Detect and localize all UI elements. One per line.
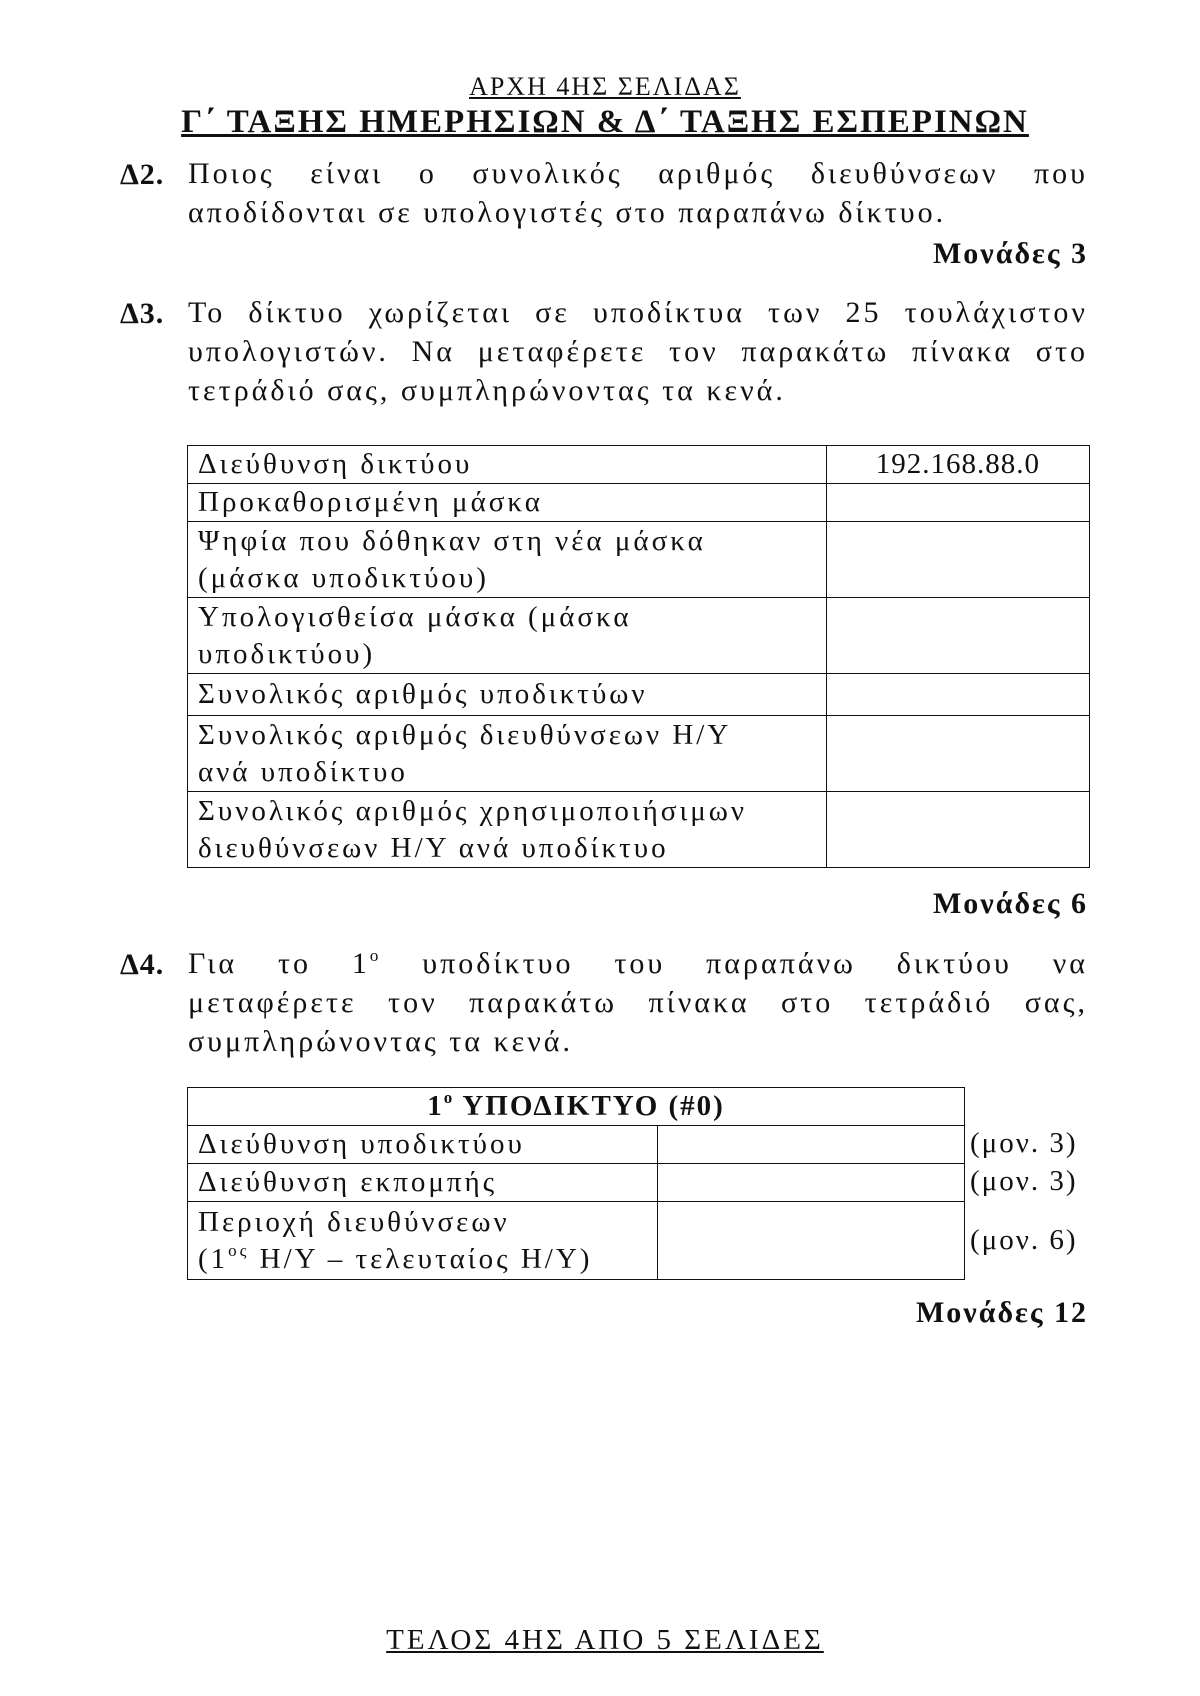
superscript: ο: [443, 1088, 455, 1107]
table-label: Διεύθυνση υποδικτύου: [188, 1126, 658, 1164]
question-d3-text: [188, 293, 1088, 410]
table-row: [188, 1202, 965, 1280]
table-row: [188, 484, 1090, 522]
row-mark: (μον. 3): [970, 1165, 1078, 1197]
page-end-footer: ΤΕΛΟΣ 4ΗΣ ΑΠΟ 5 ΣΕΛΙΔΕΣ: [386, 1624, 824, 1656]
table-label-line: Συνολικός αριθμός διευθύνσεων Η/Υ: [198, 718, 732, 751]
table-header-pre: 1: [427, 1090, 444, 1122]
d4-units: Μονάδες 12: [915, 1296, 1088, 1329]
superscript: ος: [228, 1240, 250, 1260]
table-label: [188, 1202, 658, 1280]
question-d4-line1-pre: Για το 1: [188, 947, 370, 980]
table-header-post: ΥΠΟΔΙΚΤΥΟ (#0): [454, 1090, 725, 1122]
table-label-line: ανά υποδίκτυο: [198, 755, 408, 788]
table-row: [188, 674, 1090, 716]
table-value: [826, 598, 1089, 674]
table-value: [826, 716, 1089, 792]
table-label: [188, 522, 827, 598]
table-value: [826, 792, 1089, 868]
question-d4-line: [188, 944, 1088, 983]
first-subnet-table: [187, 1087, 965, 1280]
table-row: [188, 1164, 965, 1202]
question-d3-number: Δ3.: [120, 297, 165, 330]
table-row: [188, 716, 1090, 792]
table-label: [188, 792, 827, 868]
question-d2-text: [188, 154, 1088, 232]
question-d2-number: Δ2.: [120, 158, 165, 191]
table-value: [658, 1164, 965, 1202]
table-row: [188, 598, 1090, 674]
table-label: Συνολικός αριθμός υποδικτύων: [188, 674, 827, 716]
question-d4-text: [188, 944, 1088, 1061]
superscript: ο: [369, 946, 382, 965]
table-label: Διεύθυνση δικτύου: [188, 446, 827, 484]
table-header-row: [188, 1088, 965, 1126]
table-label: Διεύθυνση εκπομπής: [188, 1164, 658, 1202]
table-value: [826, 484, 1089, 522]
table-header: [188, 1088, 965, 1126]
question-d4-line: συμπληρώνοντας τα κενά.: [188, 1025, 573, 1058]
table-value: [826, 674, 1089, 716]
table-label: [188, 598, 827, 674]
table-label-line2-post: Η/Υ – τελευταίος Η/Υ): [249, 1242, 593, 1275]
question-d2-line: αποδίδονται σε υπολογιστές στο παραπάνω δίκτυο.: [188, 196, 947, 229]
subnet-table: [187, 445, 1090, 868]
table-label-line: Υπολογισθείσα μάσκα (μάσκα: [198, 600, 632, 633]
table-row: [188, 792, 1090, 868]
question-d4-line1-post: υποδίκτυο του παραπάνω δικτύου να: [422, 947, 1088, 980]
table-label-line2-pre: (1: [198, 1242, 229, 1275]
d3-units: Μονάδες 6: [932, 887, 1088, 920]
table-row: [188, 1126, 965, 1164]
page-start-header: ΑΡΧΗ 4ΗΣ ΣΕΛΙΔΑΣ: [469, 72, 741, 101]
row-mark: (μον. 3): [970, 1127, 1078, 1159]
question-d4-number: Δ4.: [120, 948, 165, 981]
table-label: Προκαθορισμένη μάσκα: [188, 484, 827, 522]
table-value: [658, 1202, 965, 1280]
question-d3-line: Το δίκτυο χωρίζεται σε υποδίκτυα των 25 τουλάχιστον: [188, 296, 1088, 329]
table-value: [658, 1126, 965, 1164]
table-label-line: Περιοχή διευθύνσεων: [198, 1205, 510, 1238]
table-label-line: Συνολικός αριθμός χρησιμοποιήσιμων: [198, 794, 747, 827]
table-row: [188, 522, 1090, 598]
class-title: Γ΄ ΤΑΞΗΣ ΗΜΕΡΗΣΙΩΝ & Δ΄ ΤΑΞΗΣ ΕΣΠΕΡΙΝΩΝ: [181, 104, 1029, 140]
table-label-line: υποδικτύου): [198, 637, 376, 670]
question-d3-line: υπολογιστών. Να μεταφέρετε τον παρακάτω πίνακα στο: [188, 335, 1088, 368]
question-d4-line: μεταφέρετε τον παρακάτω πίνακα στο τετράδιό σας,: [188, 986, 1088, 1019]
table-value: [826, 522, 1089, 598]
table-label: [188, 716, 827, 792]
table-label-line: Ψηφία που δόθηκαν στη νέα μάσκα: [198, 524, 706, 557]
row-mark: (μον. 6): [970, 1224, 1078, 1256]
question-d3-line: τετράδιό σας, συμπληρώνοντας τα κενά.: [188, 374, 786, 407]
table-row: [188, 446, 1090, 484]
table-label-line: (μάσκα υποδικτύου): [198, 561, 489, 594]
table-label-line: διευθύνσεων Η/Υ ανά υποδίκτυο: [198, 831, 669, 864]
question-d2-line: Ποιος είναι ο συνολικός αριθμός διευθύνσεων που: [188, 157, 1088, 190]
table-value: 192.168.88.0: [826, 446, 1089, 484]
d2-units: Μονάδες 3: [932, 237, 1088, 270]
